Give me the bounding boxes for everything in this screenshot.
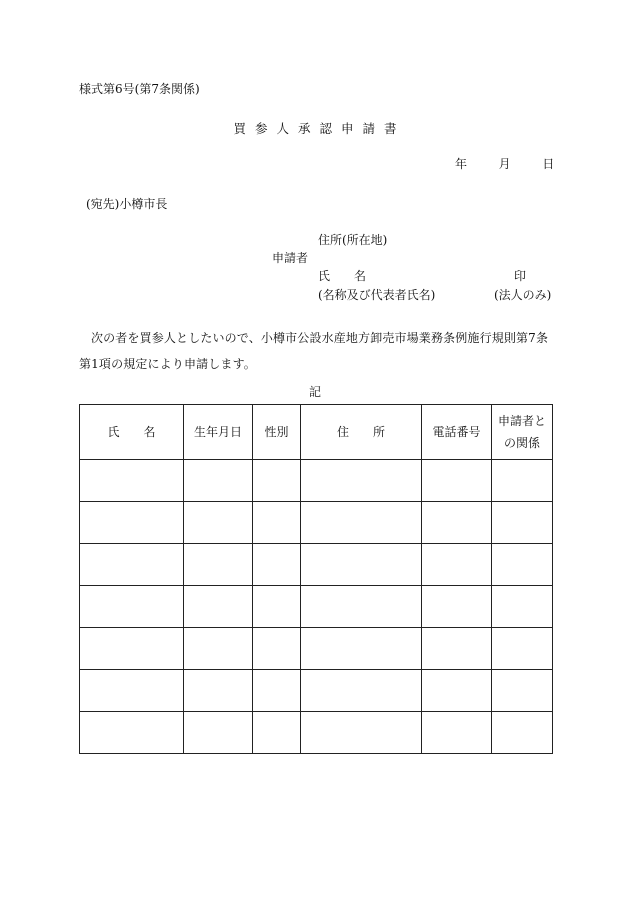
table-cell[interactable]	[184, 460, 253, 502]
table-cell[interactable]	[301, 502, 422, 544]
applicant-address-label: 住所(所在地)	[318, 233, 388, 247]
table-row	[80, 586, 553, 628]
table-cell[interactable]	[80, 586, 184, 628]
table-cell[interactable]	[253, 460, 301, 502]
table-cell[interactable]	[492, 460, 553, 502]
table-cell[interactable]	[422, 460, 492, 502]
table-header-row	[80, 405, 553, 460]
table-cell[interactable]	[80, 628, 184, 670]
table-row	[80, 628, 553, 670]
table-cell[interactable]	[80, 502, 184, 544]
table-cell[interactable]	[80, 460, 184, 502]
table-cell[interactable]	[253, 670, 301, 712]
corporation-note: (法人のみ)	[494, 288, 552, 302]
table-row	[80, 712, 553, 754]
table-cell[interactable]	[492, 544, 553, 586]
table-cell[interactable]	[184, 628, 253, 670]
date-month: 月	[498, 157, 511, 171]
table-cell[interactable]	[253, 712, 301, 754]
header-sex: 性別	[253, 405, 301, 460]
table-cell[interactable]	[301, 460, 422, 502]
header-address: 住 所	[301, 405, 422, 460]
table-cell[interactable]	[253, 544, 301, 586]
body-text: 次の者を買参人としたいので、小樽市公設水産地方卸売市場業務条例施行規則第7条第1項の規定により申請します。	[79, 331, 549, 371]
table-cell[interactable]	[301, 712, 422, 754]
table-row	[80, 544, 553, 586]
table-cell[interactable]	[301, 670, 422, 712]
table-cell[interactable]	[80, 712, 184, 754]
date-line	[455, 155, 554, 172]
table-cell[interactable]	[492, 586, 553, 628]
table-cell[interactable]	[492, 502, 553, 544]
table-cell[interactable]	[184, 586, 253, 628]
table-cell[interactable]	[184, 544, 253, 586]
applicant-label: 申請者	[272, 251, 309, 265]
document-title: 買参人承認申請書	[233, 121, 406, 136]
addressee: (宛先)小樽市長	[86, 197, 168, 211]
seal-mark: 印	[514, 269, 527, 283]
header-birthdate: 生年月日	[184, 405, 253, 460]
header-relationship: 申請者との関係	[492, 405, 553, 460]
table-cell[interactable]	[422, 502, 492, 544]
table-cell[interactable]	[80, 670, 184, 712]
table-cell[interactable]	[422, 670, 492, 712]
applicant-name-label: 氏 名	[318, 269, 367, 283]
table-row	[80, 460, 553, 502]
table-cell[interactable]	[80, 544, 184, 586]
table-cell[interactable]	[301, 628, 422, 670]
record-label: 記	[308, 385, 321, 399]
table-cell[interactable]	[492, 628, 553, 670]
table-cell[interactable]	[492, 712, 553, 754]
form-number: 様式第6号(第7条関係)	[79, 82, 200, 96]
table-cell[interactable]	[422, 712, 492, 754]
table-cell[interactable]	[184, 502, 253, 544]
table-cell[interactable]	[253, 502, 301, 544]
table-row	[80, 670, 553, 712]
date-year: 年	[455, 157, 468, 171]
table-cell[interactable]	[184, 670, 253, 712]
table-cell[interactable]	[253, 628, 301, 670]
table-cell[interactable]	[422, 628, 492, 670]
table-cell[interactable]	[492, 670, 553, 712]
table-body	[80, 460, 553, 754]
table-row	[80, 502, 553, 544]
table-cell[interactable]	[301, 544, 422, 586]
table-cell[interactable]	[253, 586, 301, 628]
applicant-name-sublabel: (名称及び代表者氏名)	[318, 288, 436, 302]
table-cell[interactable]	[184, 712, 253, 754]
table-cell[interactable]	[422, 586, 492, 628]
header-name: 氏 名	[80, 405, 184, 460]
table-cell[interactable]	[301, 586, 422, 628]
applicant-table	[79, 404, 553, 754]
date-day: 日	[542, 157, 555, 171]
header-phone: 電話番号	[422, 405, 492, 460]
table-cell[interactable]	[422, 544, 492, 586]
